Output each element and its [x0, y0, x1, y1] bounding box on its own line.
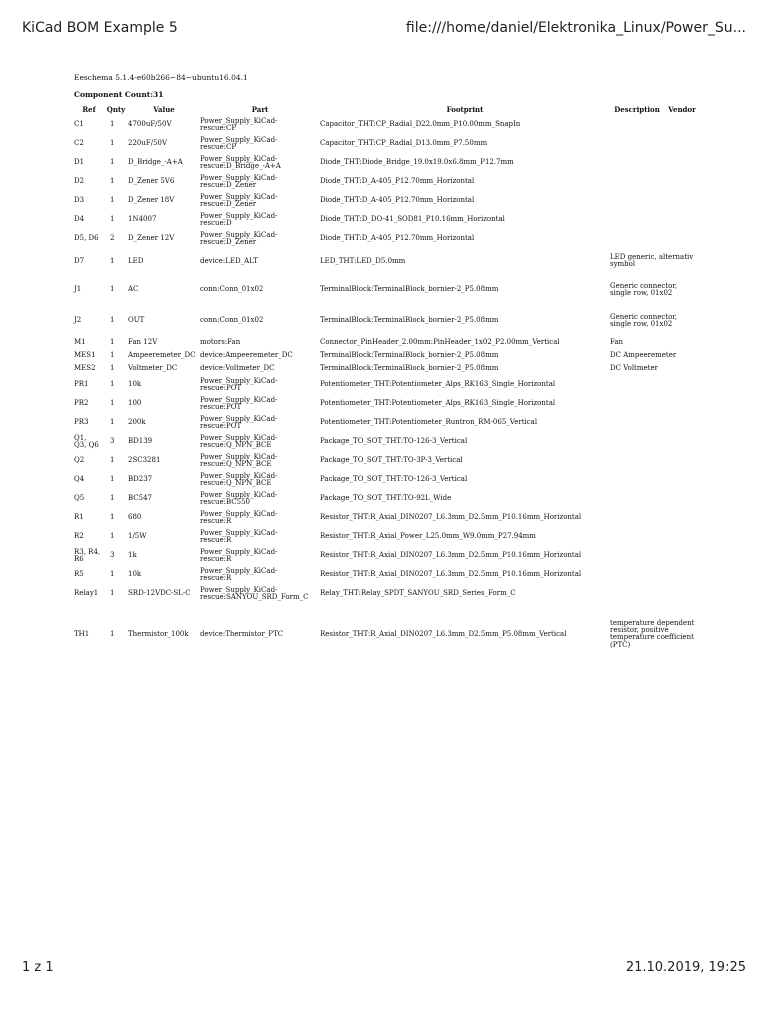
- description-cell: [610, 565, 700, 584]
- qty-cell: 3: [110, 551, 115, 560]
- qty-cell: 1: [110, 629, 115, 638]
- bom-table: [74, 106, 700, 665]
- table-row: [74, 115, 700, 134]
- table-row: [74, 191, 700, 210]
- footprint-cell: Relay_THT:Relay_SPDT_SANYOU_SRD_Series_Form_C: [320, 589, 516, 598]
- value-cell: OUT: [128, 316, 145, 325]
- ref-cell: D7: [74, 256, 85, 265]
- table-row: [74, 470, 700, 489]
- qty-cell: 1: [110, 418, 115, 427]
- ref-cell: D2: [74, 177, 85, 186]
- bom-document: [74, 73, 734, 99]
- description-cell: [610, 489, 700, 508]
- part-cell: Power_Supply_KiCad- rescue:D_Zener: [200, 192, 278, 208]
- browser-page-title: KiCad BOM Example 5: [22, 20, 178, 36]
- footprint-cell: Diode_THT:D_DO-41_SOD81_P10.16mm_Horizontal: [320, 215, 505, 224]
- column-header-description: Description: [614, 105, 660, 114]
- footprint-cell: Package_TO_SOT_THT:TO-92L_Wide: [320, 494, 452, 503]
- ref-cell: D4: [74, 215, 85, 224]
- footprint-cell: Resistor_THT:R_Axial_DIN0207_L6.3mm_D2.5mm_P10.16mm_Horizontal: [320, 570, 582, 579]
- ref-cell: Q5: [74, 494, 85, 503]
- table-row: [74, 349, 700, 362]
- value-cell: BD139: [128, 437, 153, 446]
- part-cell: Power_Supply_KiCad- rescue:CP: [200, 135, 278, 151]
- qty-cell: 1: [110, 338, 115, 347]
- column-header-qty: Qnty: [106, 105, 126, 114]
- qty-cell: 1: [110, 139, 115, 148]
- ref-cell: PR2: [74, 399, 89, 408]
- ref-cell: M1: [74, 338, 86, 347]
- ref-cell: J1: [74, 285, 82, 294]
- part-cell: Power_Supply_KiCad- rescue:Q_NPN_BCE: [200, 433, 278, 449]
- qty-cell: 1: [110, 475, 115, 484]
- table-row: [74, 603, 700, 665]
- description-cell: DC Ampeeremeter: [610, 351, 677, 360]
- footprint-cell: Diode_THT:D_A-405_P12.70mm_Horizontal: [320, 177, 475, 186]
- description-cell: [610, 527, 700, 546]
- table-row: [74, 375, 700, 394]
- qty-cell: 1: [110, 399, 115, 408]
- footprint-cell: Diode_THT:D_A-405_P12.70mm_Horizontal: [320, 234, 475, 243]
- part-cell: Power_Supply_KiCad- rescue:D_Bridge_-A+A: [200, 154, 281, 170]
- part-cell: Power_Supply_KiCad- rescue:R: [200, 547, 278, 563]
- part-cell: motors:Fan: [200, 338, 241, 347]
- description-cell: [610, 134, 700, 153]
- ref-cell: D3: [74, 196, 85, 205]
- value-cell: 2SC3281: [128, 456, 161, 465]
- table-row: [74, 362, 700, 375]
- description-cell: [610, 584, 700, 603]
- footprint-cell: Diode_THT:Diode_Bridge_19.0x19.0x6.8mm_P12.7mm: [320, 158, 514, 167]
- component-count-label: Component Count:: [74, 90, 154, 99]
- ref-cell: PR3: [74, 418, 89, 427]
- value-cell: 220uF/50V: [128, 139, 168, 148]
- value-cell: Fan 12V: [128, 338, 158, 347]
- value-cell: 1N4007: [128, 215, 157, 224]
- ref-cell: Relay1: [74, 589, 99, 598]
- ref-cell: C1: [74, 120, 84, 129]
- ref-cell: Q2: [74, 456, 85, 465]
- footprint-cell: Resistor_THT:R_Axial_DIN0207_L6.3mm_D2.5mm_P5.08mm_Vertical: [320, 629, 567, 638]
- description-cell: [610, 375, 700, 394]
- qty-cell: 1: [110, 532, 115, 541]
- part-cell: Power_Supply_KiCad- rescue:POT: [200, 395, 278, 411]
- value-cell: Ampeeremeter_DC: [128, 351, 196, 360]
- footprint-cell: Package_TO_SOT_THT:TO-126-3_Vertical: [320, 475, 468, 484]
- column-header-vendor: Vendor: [668, 105, 696, 114]
- table-row: [74, 451, 700, 470]
- value-cell: 1k: [128, 551, 137, 560]
- ref-cell: R2: [74, 532, 84, 541]
- table-row: [74, 248, 700, 274]
- footprint-cell: Potentiometer_THT:Potentiometer_Alps_RK163_Single_Horizontal: [320, 399, 556, 408]
- part-cell: device:LED_ALT: [200, 256, 258, 265]
- description-cell: LED generic, alternativ symbol: [610, 253, 694, 269]
- table-row: [74, 305, 700, 336]
- column-header-footprint: Footprint: [446, 105, 484, 114]
- part-cell: conn:Conn_01x02: [200, 316, 264, 325]
- part-cell: Power_Supply_KiCad- rescue:Q_NPN_BCE: [200, 471, 278, 487]
- column-header-part: Part: [251, 105, 269, 114]
- footprint-cell: TerminalBlock:TerminalBlock_bornier-2_P5.08mm: [320, 285, 499, 294]
- table-row: [74, 134, 700, 153]
- bom-table-body: [74, 115, 700, 665]
- value-cell: SRD-12VDC-SL-C: [128, 589, 191, 598]
- footprint-cell: Resistor_THT:R_Axial_Power_L25.0mm_W9.0mm_P27.94mm: [320, 532, 536, 541]
- description-cell: [610, 394, 700, 413]
- ref-cell: Q1, Q3, Q6: [74, 433, 99, 449]
- table-row: [74, 432, 700, 451]
- value-cell: 100: [128, 399, 142, 408]
- footprint-cell: Package_TO_SOT_THT:TO-126-3_Vertical: [320, 437, 468, 446]
- ref-cell: D5, D6: [74, 234, 99, 243]
- part-cell: Power_Supply_KiCad- rescue:Q_NPN_BCE: [200, 452, 278, 468]
- footprint-cell: Potentiometer_THT:Potentiometer_Runtron_RM-065_Vertical: [320, 418, 538, 427]
- generator-line: Eeschema 5.1.4-e60b266~84~ubuntu16.04.1: [74, 73, 248, 82]
- ref-cell: MES2: [74, 364, 96, 373]
- part-cell: conn:Conn_01x02: [200, 285, 264, 294]
- description-cell: [610, 229, 700, 248]
- qty-cell: 1: [110, 177, 115, 186]
- description-cell: [610, 546, 700, 565]
- component-count: [74, 90, 734, 99]
- qty-cell: 1: [110, 316, 115, 325]
- table-row: [74, 210, 700, 229]
- ref-cell: R5: [74, 570, 84, 579]
- part-cell: Power_Supply_KiCad- rescue:R: [200, 566, 278, 582]
- column-header-value: Value: [153, 105, 175, 114]
- value-cell: D_Zener 18V: [128, 196, 175, 205]
- value-cell: 10k: [128, 570, 142, 579]
- description-cell: [610, 432, 700, 451]
- table-row: [74, 546, 700, 565]
- table-row: [74, 489, 700, 508]
- qty-cell: 1: [110, 285, 115, 294]
- qty-cell: 1: [110, 351, 115, 360]
- description-cell: [610, 451, 700, 470]
- qty-cell: 1: [110, 589, 115, 598]
- footprint-cell: TerminalBlock:TerminalBlock_bornier-2_P5.08mm: [320, 316, 499, 325]
- part-cell: device:Thermistor_PTC: [200, 629, 283, 638]
- qty-cell: 3: [110, 437, 115, 446]
- value-cell: 10k: [128, 380, 142, 389]
- ref-cell: MES1: [74, 351, 96, 360]
- qty-cell: 1: [110, 196, 115, 205]
- qty-cell: 1: [110, 513, 115, 522]
- part-cell: device:Ampeeremeter_DC: [200, 351, 293, 360]
- description-cell: [610, 508, 700, 527]
- footprint-cell: TerminalBlock:TerminalBlock_bornier-2_P5.08mm: [320, 351, 499, 360]
- footprint-cell: Capacitor_THT:CP_Radial_D22.0mm_P10.00mm_SnapIn: [320, 120, 521, 129]
- value-cell: BC547: [128, 494, 152, 503]
- table-row: [74, 394, 700, 413]
- description-cell: Generic connector, single row, 01x02: [610, 312, 678, 328]
- part-cell: Power_Supply_KiCad- rescue:R: [200, 509, 278, 525]
- footprint-cell: Resistor_THT:R_Axial_DIN0207_L6.3mm_D2.5mm_P10.16mm_Horizontal: [320, 513, 582, 522]
- part-cell: Power_Supply_KiCad- rescue:D: [200, 211, 278, 227]
- value-cell: 200k: [128, 418, 146, 427]
- value-cell: D_Zener 5V6: [128, 177, 175, 186]
- qty-cell: 1: [110, 570, 115, 579]
- qty-cell: 1: [110, 120, 115, 129]
- footprint-cell: Diode_THT:D_A-405_P12.70mm_Horizontal: [320, 196, 475, 205]
- table-row: [74, 413, 700, 432]
- value-cell: LED: [128, 256, 144, 265]
- description-cell: [610, 172, 700, 191]
- qty-cell: 1: [110, 494, 115, 503]
- ref-cell: C2: [74, 139, 84, 148]
- table-row: [74, 508, 700, 527]
- table-row: [74, 336, 700, 349]
- description-cell: Generic connector, single row, 01x02: [610, 281, 678, 297]
- description-cell: DC Voltmeter: [610, 364, 658, 373]
- qty-cell: 1: [110, 380, 115, 389]
- description-cell: [610, 153, 700, 172]
- part-cell: Power_Supply_KiCad- rescue:SANYOU_SRD_Form_C: [200, 585, 309, 601]
- part-cell: Power_Supply_KiCad- rescue:CP: [200, 116, 278, 132]
- table-row: [74, 153, 700, 172]
- table-row: [74, 274, 700, 305]
- value-cell: 4700uF/50V: [128, 120, 172, 129]
- part-cell: Power_Supply_KiCad- rescue:POT: [200, 414, 278, 430]
- qty-cell: 1: [110, 158, 115, 167]
- part-cell: Power_Supply_KiCad- rescue:BC550: [200, 490, 278, 506]
- description-cell: [610, 470, 700, 489]
- description-cell: temperature dependent resistor, positive temperature coefficient (PTC): [610, 619, 695, 649]
- footprint-cell: Potentiometer_THT:Potentiometer_Alps_RK163_Single_Horizontal: [320, 380, 556, 389]
- value-cell: Thermistor_100k: [128, 629, 189, 638]
- qty-cell: 1: [110, 456, 115, 465]
- value-cell: 680: [128, 513, 142, 522]
- ref-cell: R3, R4, R6: [74, 547, 101, 563]
- bom-header-row: [74, 106, 700, 115]
- qty-cell: 1: [110, 364, 115, 373]
- table-row: [74, 229, 700, 248]
- qty-cell: 2: [110, 234, 115, 243]
- ref-cell: R1: [74, 513, 84, 522]
- description-cell: [610, 210, 700, 229]
- value-cell: BD237: [128, 475, 153, 484]
- component-count-value: 31: [153, 90, 164, 99]
- part-cell: Power_Supply_KiCad- rescue:R: [200, 528, 278, 544]
- ref-cell: Q4: [74, 475, 85, 484]
- footprint-cell: Connector_PinHeader_2.00mm:PinHeader_1x02_P2.00mm_Vertical: [320, 338, 560, 347]
- part-cell: Power_Supply_KiCad- rescue:POT: [200, 376, 278, 392]
- qty-cell: 1: [110, 256, 115, 265]
- footprint-cell: Resistor_THT:R_Axial_DIN0207_L6.3mm_D2.5mm_P10.16mm_Horizontal: [320, 551, 582, 560]
- ref-cell: PR1: [74, 380, 89, 389]
- table-row: [74, 527, 700, 546]
- ref-cell: TH1: [74, 629, 90, 638]
- description-cell: Fan: [610, 338, 624, 347]
- table-row: [74, 584, 700, 603]
- table-row: [74, 565, 700, 584]
- part-cell: Power_Supply_KiCad- rescue:D_Zener: [200, 230, 278, 246]
- footprint-cell: Capacitor_THT:CP_Radial_D13.0mm_P7.50mm: [320, 139, 488, 148]
- value-cell: D_Zener 12V: [128, 234, 175, 243]
- value-cell: Voltmeter_DC: [128, 364, 178, 373]
- part-cell: device:Voltmeter_DC: [200, 364, 275, 373]
- description-cell: [610, 413, 700, 432]
- page-url: file:///home/daniel/Elektronika_Linux/Power_Su...: [405, 20, 746, 36]
- footprint-cell: TerminalBlock:TerminalBlock_bornier-2_P5.08mm: [320, 364, 499, 373]
- value-cell: 1/5W: [128, 532, 147, 541]
- column-header-ref: Ref: [82, 105, 96, 114]
- description-cell: [610, 191, 700, 210]
- part-cell: Power_Supply_KiCad- rescue:D_Zener: [200, 173, 278, 189]
- print-datetime: 21.10.2019, 19:25: [625, 960, 746, 975]
- description-cell: [610, 115, 700, 134]
- value-cell: D_Bridge_-A+A: [128, 158, 183, 167]
- table-row: [74, 172, 700, 191]
- value-cell: AC: [128, 285, 139, 294]
- ref-cell: D1: [74, 158, 85, 167]
- qty-cell: 1: [110, 215, 115, 224]
- footprint-cell: Package_TO_SOT_THT:TO-3P-3_Vertical: [320, 456, 463, 465]
- page-number: 1 z 1: [22, 960, 54, 975]
- ref-cell: J2: [74, 316, 82, 325]
- footprint-cell: LED_THT:LED_D5.0mm: [320, 256, 406, 265]
